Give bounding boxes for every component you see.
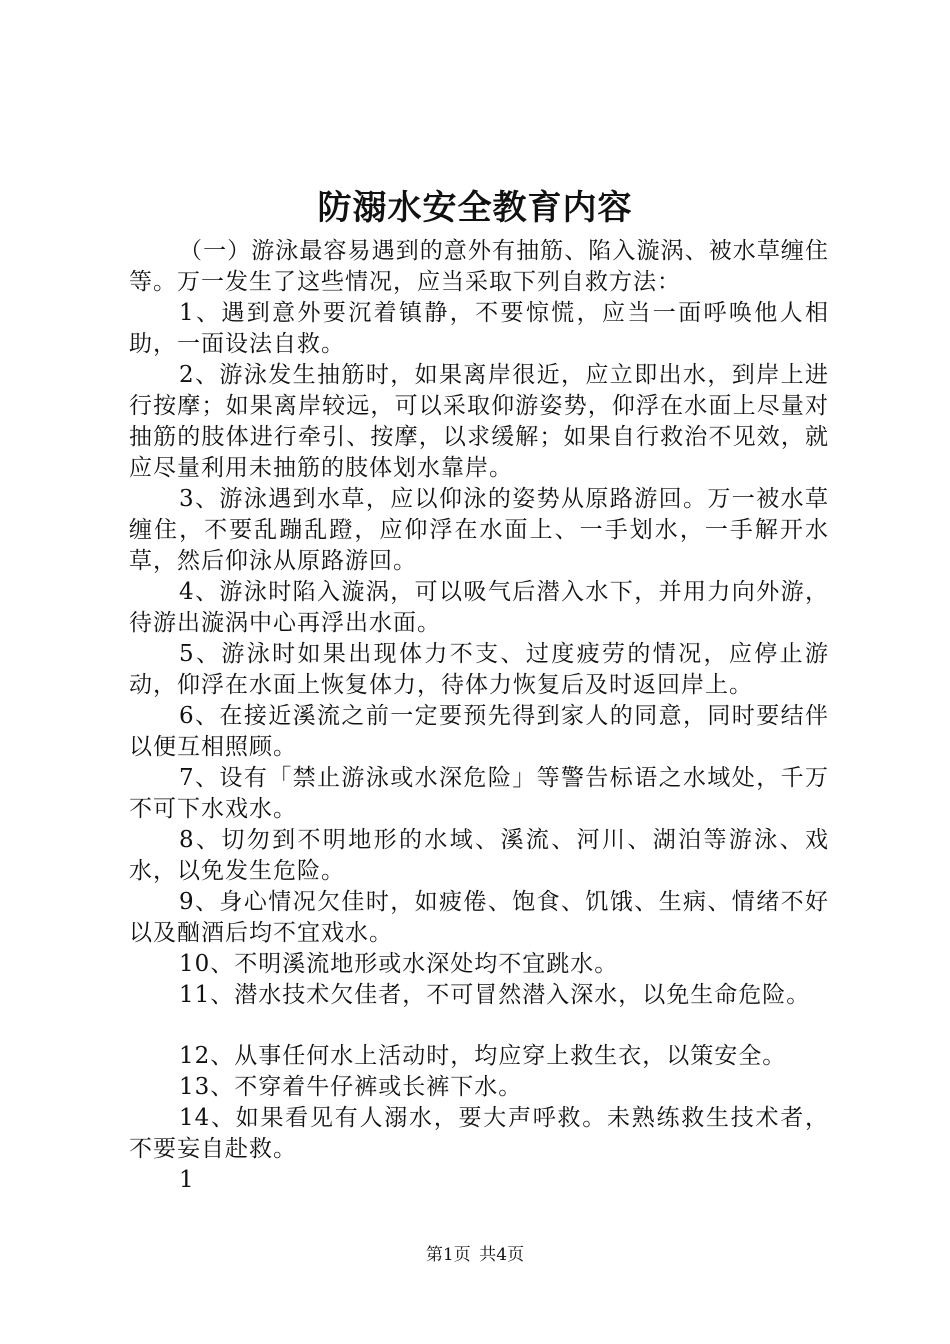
paragraph-item-9: 9、身心情况欠佳时，如疲倦、饱食、饥饿、生病、情绪不好以及酗酒后均不宜戏水。 <box>129 889 829 946</box>
paragraph-item-8: 8、切勿到不明地形的水域、溪流、河川、湖泊等游泳、戏水，以免发生危险。 <box>129 827 829 884</box>
paragraph-item-14: 14、如果看见有人溺水，要大声呼救。未熟练救生技术者，不要妄自赴救。 <box>129 1105 829 1162</box>
paragraph-item-3: 3、游泳遇到水草，应以仰泳的姿势从原路游回。万一被水草缠住，不要乱蹦乱蹬，应仰浮在水面上、一手划水，一手解开水草，然后仰泳从原路游回。 <box>129 486 829 574</box>
paragraph-intro: （一）游泳最容易遇到的意外有抽筋、陷入漩涡、被水草缠住等。万一发生了这些情况，应当采取下列自救方法： <box>129 238 829 295</box>
paragraph-item-12: 12、从事任何水上活动时，均应穿上救生衣，以策安全。 <box>179 1043 787 1069</box>
page-total: 共4页 <box>479 1245 525 1265</box>
paragraph-item-5: 5、游泳时如果出现体力不支、过度疲劳的情况，应停止游动，仰浮在水面上恢复体力，待体力恢复后及时返回岸上。 <box>129 641 829 698</box>
paragraph-item-4: 4、游泳时陷入漩涡，可以吸气后潜入水下，并用力向外游，待游出漩涡中心再浮出水面。 <box>129 579 829 636</box>
document-body <box>129 236 829 1196</box>
page-number: 第1页 <box>425 1245 471 1265</box>
paragraph-item-13: 13、不穿着牛仔裤或长裤下水。 <box>179 1074 523 1100</box>
paragraph-trailing-number: 1 <box>179 1167 195 1193</box>
paragraph-item-7: 7、设有「禁止游泳或水深危险」等警告标语之水域处，千万不可下水戏水。 <box>129 765 829 822</box>
paragraph-item-1: 1、遇到意外要沉着镇静，不要惊慌，应当一面呼唤他人相助，一面设法自救。 <box>129 300 829 357</box>
paragraph-item-11: 11、潜水技术欠佳者，不可冒然潜入深水，以免生命危险。 <box>179 982 811 1008</box>
paragraph-item-6: 6、在接近溪流之前一定要预先得到家人的同意，同时要结伴以便互相照顾。 <box>129 703 829 760</box>
document-title: 防溺水安全教育内容 <box>317 188 633 228</box>
paragraph-item-2: 2、游泳发生抽筋时，如果离岸很近，应立即出水，到岸上进行按摩；如果离岸较远，可以采取仰游姿势，仰浮在水面上尽量对抽筋的肢体进行牵引、按摩，以求缓解；如果自行救治不见效，就应尽量利用未抽筋的肢体划水靠岸。 <box>129 362 829 481</box>
page-footer <box>0 1244 950 1266</box>
paragraph-item-10: 10、不明溪流地形或水深处均不宜跳水。 <box>179 951 619 977</box>
